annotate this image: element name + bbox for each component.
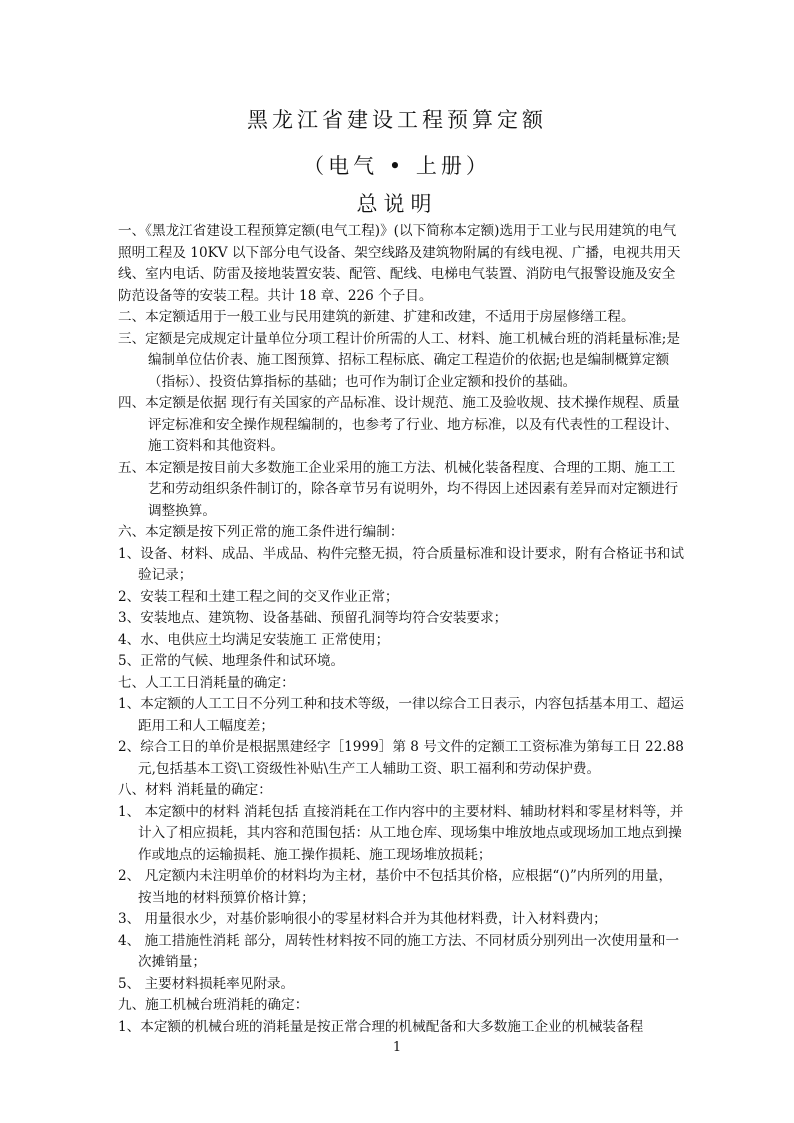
- paragraph: 七、人工工日消耗量的确定：: [118, 674, 295, 691]
- document-subtitle: （电气 • 上册）: [303, 154, 491, 178]
- paragraph: 1、本定额的机械台班的消耗量是按正常合理的机械配备和大多数施工企业的机械装备程: [118, 1018, 644, 1035]
- paragraph: 1、设备、材料、成品、半成品、构件完整无损，符合质量标准和设计要求，附有合格证书和试验记录；: [118, 545, 684, 583]
- paragraph: 5、 主要材料损耗率见附录。: [118, 975, 295, 992]
- paragraph: 2、综合工日的单价是根据黑建经字［1999］第 8 号文件的定额工工资标准为第每工日 22.88元,包括基本工资\工资级性补贴\生产工人辅助工资、职工福利和劳动保护费。: [118, 739, 684, 777]
- paragraph: 4、水、电供应土均满足安装施工 正常使用；: [118, 631, 390, 648]
- paragraph: 5、正常的气候、地理条件和试环境。: [118, 653, 345, 669]
- paragraph: 1、本定额的人工工日不分列工种和技术等级，一律以综合工日表示，内容包括基本用工、超运距用工和人工幅度差；: [118, 696, 684, 734]
- paragraph: 2、 凡定额内未注明单价的材料均为主材，基价中不包括其价格，应根据“()”内所列的用量，按当地的材料预算价格计算；: [118, 868, 673, 906]
- paragraph: 1、 本定额中的材料 消耗包括 直接消耗在工作内容中的主要材料、辅助材料和零星材料等，并计入了相应损耗，其内容和范围包括：从工地仓库、现场集中堆放地点或现场加工地点到操作或地点的运输损耗、施工操作损耗、施工现场堆放损耗；: [118, 803, 684, 863]
- paragraph: 四、本定额是依据 现行有关国家的产品标准、设计规范、施工及验收规、技术操作规程、质量评定标准和安全操作规程编制的，也参考了行业、地方标准，以及有代表性的工程设计、施工资料和其他资料。: [118, 395, 680, 454]
- paragraph: 九、施工机械台班消耗的确定：: [118, 997, 309, 1013]
- section-title: 总说明: [356, 192, 438, 216]
- paragraph: 3、安装地点、建筑物、设备基础、预留孔洞等均符合安装要求；: [118, 610, 508, 626]
- document-title: 黑龙江省建设工程预算定额: [247, 108, 547, 132]
- paragraph: 3、 用量很水少，对基价影响很小的零星材料合并为其他材料费，计入材料费内；: [118, 911, 607, 927]
- paragraph: 一、《黑龙江省建设工程预算定额(电气工程)》(以下简称本定额)选用于工业与民用建筑的电气照明工程及 10KV 以下部分电气设备、架空线路及建筑物附属的有线电视、广播，电视共用天线、室内电话、防雷及接地装置安装、配管、配线、电梯电气装置、消防电气报警设施及安全防范设备等的安装工程。共计 18 章、226 个子目。: [118, 223, 681, 304]
- paragraph: 六、本定额是按下列正常的施工条件进行编制：: [118, 524, 404, 540]
- paragraph: 二、本定额适用于一般工业与民用建筑的新建、扩建和改建，不适用于房屋修缮工程。: [118, 309, 635, 325]
- paragraph: 2、安装工程和土建工程之间的交叉作业正常；: [118, 588, 399, 605]
- paragraph: 八、材料 消耗量的确定：: [118, 782, 272, 798]
- paragraph: 三、定额是完成规定计量单位分项工程计价所需的人工、材料、施工机械台班的消耗量标准;是编制单位估价表、施工图预算、招标工程标底、确定工程造价的依据;也是编制概算定额（指标）、投资估算指标的基础；也可作为制订企业定额和投价的基础。: [118, 330, 680, 390]
- paragraph: 4、 施工措施性消耗 部分，周转性材料按不同的施工方法、不同材质分别列出一次使用量和一次摊销量；: [118, 932, 680, 970]
- paragraph: 五、本定额是按目前大多数施工企业采用的施工方法、机械化装备程度、合理的工期、施工工艺和劳动组织条件制订的，除各章节另有说明外，均不得因上述因素有差异而对定额进行调整换算。: [118, 459, 679, 519]
- document-body: [118, 221, 684, 1038]
- page-number: 1: [392, 1040, 402, 1055]
